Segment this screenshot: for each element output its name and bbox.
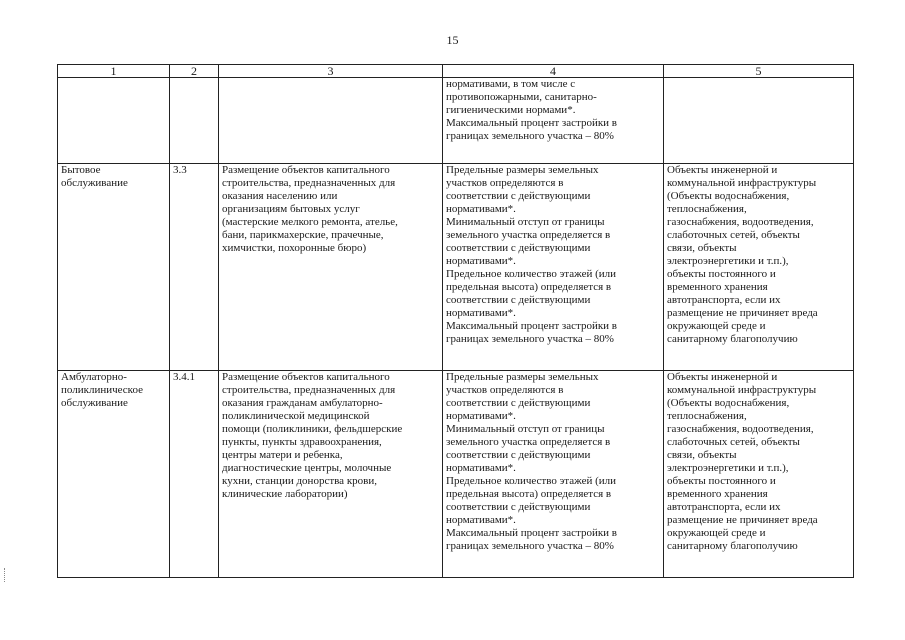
cell-line: газоснабжения, водоотведения,	[667, 423, 814, 435]
cell-line: организациям бытовых услуг	[222, 203, 360, 215]
use-description-cell	[219, 78, 443, 164]
cell-line: оказания гражданам амбулаторно-	[222, 397, 383, 409]
cell-line: оказания населению или	[222, 190, 338, 202]
use-description-cell	[219, 164, 443, 371]
cell-line: границах земельного участка – 80%	[446, 333, 614, 345]
cell-line: соответствии с действующими	[446, 294, 591, 306]
cell-line: нормативами*.	[446, 410, 516, 422]
auxiliary-uses-cell	[664, 78, 854, 164]
cell-line: Размещение объектов капитального	[222, 164, 390, 176]
cell-line: поликлинической медицинской	[222, 410, 370, 422]
cell-line: диагностические центры, молочные	[222, 462, 392, 474]
column-header: 3	[219, 65, 443, 78]
cell-line: Предельное количество этажей (или	[446, 475, 617, 487]
cell-line: Минимальный отступ от границы	[446, 216, 605, 228]
cell-line: временного хранения	[667, 281, 768, 293]
cell-line: окружающей среде и	[667, 527, 766, 539]
column-header: 4	[443, 65, 664, 78]
cell-line: Размещение объектов капитального	[222, 371, 390, 383]
page-number: 15	[446, 33, 459, 47]
cell-line: слаботочных сетей, объекты	[667, 229, 800, 241]
margin-mark	[4, 568, 7, 582]
cell-line: земельного участка определяется в	[446, 229, 611, 241]
cell-line: 3.4.1	[173, 371, 195, 383]
cell-line: помощи (поликлиники, фельдшерские	[222, 423, 403, 435]
table-row	[58, 371, 854, 578]
cell-line: объекты постоянного и	[667, 475, 776, 487]
cell-line: Амбулаторно-	[61, 371, 127, 383]
cell-line: соответствии с действующими	[446, 449, 591, 461]
cell-line: строительства, предназначенных для	[222, 177, 396, 189]
table-header-row	[58, 65, 854, 78]
column-header: 2	[170, 65, 219, 78]
cell-line: противопожарными, санитарно-	[446, 91, 597, 103]
cell-line: участков определяются в	[446, 384, 564, 396]
cell-line: санитарному благополучию	[667, 333, 798, 345]
cell-line: предельная высота) определяется в	[446, 488, 612, 500]
cell-line: связи, объекты	[667, 242, 737, 254]
cell-line: обслуживание	[61, 397, 128, 409]
cell-line: (Объекты водоснабжения,	[667, 190, 790, 202]
cell-line: Максимальный процент застройки в	[446, 320, 617, 332]
cell-line: Объекты инженерной и	[667, 371, 778, 383]
column-header: 1	[58, 65, 170, 78]
cell-line: нормативами*.	[446, 462, 516, 474]
cell-line: бани, парикмахерские, прачечные,	[222, 229, 384, 241]
cell-line: газоснабжения, водоотведения,	[667, 216, 814, 228]
cell-line: нормативами*.	[446, 307, 516, 319]
parameters-cell	[443, 78, 664, 164]
cell-line: соответствии с действующими	[446, 397, 591, 409]
cell-line: участков определяются в	[446, 177, 564, 189]
cell-line: центры матери и ребенка,	[222, 449, 343, 461]
cell-line: кухни, станции донорства крови,	[222, 475, 377, 487]
cell-line: связи, объекты	[667, 449, 737, 461]
parameters-cell	[443, 371, 664, 578]
use-name-cell	[58, 78, 170, 164]
cell-line: Объекты инженерной и	[667, 164, 778, 176]
cell-line: обслуживание	[61, 177, 128, 189]
cell-line: слаботочных сетей, объекты	[667, 436, 800, 448]
use-description-cell	[219, 371, 443, 578]
use-name-cell	[58, 371, 170, 578]
cell-line: предельная высота) определяется в	[446, 281, 612, 293]
use-code-cell	[170, 164, 219, 371]
cell-line: клинические лаборатории)	[222, 488, 348, 500]
cell-line: 3.3	[173, 164, 187, 176]
cell-line: коммунальной инфраструктуры	[667, 384, 817, 396]
table-row	[58, 78, 854, 164]
cell-line: соответствии с действующими	[446, 242, 591, 254]
cell-line: Минимальный отступ от границы	[446, 423, 605, 435]
land-use-table	[57, 64, 854, 578]
cell-line: Предельные размеры земельных	[446, 164, 599, 176]
use-name-cell	[58, 164, 170, 371]
cell-line: Максимальный процент застройки в	[446, 117, 617, 129]
cell-line: Предельные размеры земельных	[446, 371, 599, 383]
use-code-cell	[170, 371, 219, 578]
cell-line: химчистки, похоронные бюро)	[222, 242, 367, 254]
cell-line: электроэнергетики и т.п.),	[667, 255, 789, 267]
cell-line: размещение не причиняет вреда	[667, 307, 818, 319]
auxiliary-uses-cell	[664, 371, 854, 578]
cell-line: коммунальной инфраструктуры	[667, 177, 817, 189]
cell-line: нормативами*.	[446, 255, 516, 267]
cell-line: поликлиническое	[61, 384, 143, 396]
cell-line: соответствии с действующими	[446, 501, 591, 513]
cell-line: нормативами*.	[446, 203, 516, 215]
cell-line: окружающей среде и	[667, 320, 766, 332]
cell-line: строительства, предназначенных для	[222, 384, 396, 396]
cell-line: границах земельного участка – 80%	[446, 540, 614, 552]
cell-line: нормативами*.	[446, 514, 516, 526]
cell-line: соответствии с действующими	[446, 190, 591, 202]
cell-line: автотранспорта, если их	[667, 294, 781, 306]
use-code-cell	[170, 78, 219, 164]
cell-line: нормативами, в том числе с	[446, 78, 576, 90]
cell-line: Предельное количество этажей (или	[446, 268, 617, 280]
cell-line: временного хранения	[667, 488, 768, 500]
cell-line: Бытовое	[61, 164, 101, 176]
table-row	[58, 164, 854, 371]
cell-line: Максимальный процент застройки в	[446, 527, 617, 539]
cell-line: теплоснабжения,	[667, 203, 747, 215]
cell-line: границах земельного участка – 80%	[446, 130, 614, 142]
parameters-cell	[443, 164, 664, 371]
cell-line: земельного участка определяется в	[446, 436, 611, 448]
cell-line: (Объекты водоснабжения,	[667, 397, 790, 409]
cell-line: электроэнергетики и т.п.),	[667, 462, 789, 474]
cell-line: объекты постоянного и	[667, 268, 776, 280]
cell-line: размещение не причиняет вреда	[667, 514, 818, 526]
cell-line: пункты, пункты здравоохранения,	[222, 436, 382, 448]
column-header: 5	[664, 65, 854, 78]
auxiliary-uses-cell	[664, 164, 854, 371]
cell-line: санитарному благополучию	[667, 540, 798, 552]
cell-line: (мастерские мелкого ремонта, ателье,	[222, 216, 398, 228]
cell-line: теплоснабжения,	[667, 410, 747, 422]
cell-line: автотранспорта, если их	[667, 501, 781, 513]
cell-line: гигиеническими нормами*.	[446, 104, 576, 116]
